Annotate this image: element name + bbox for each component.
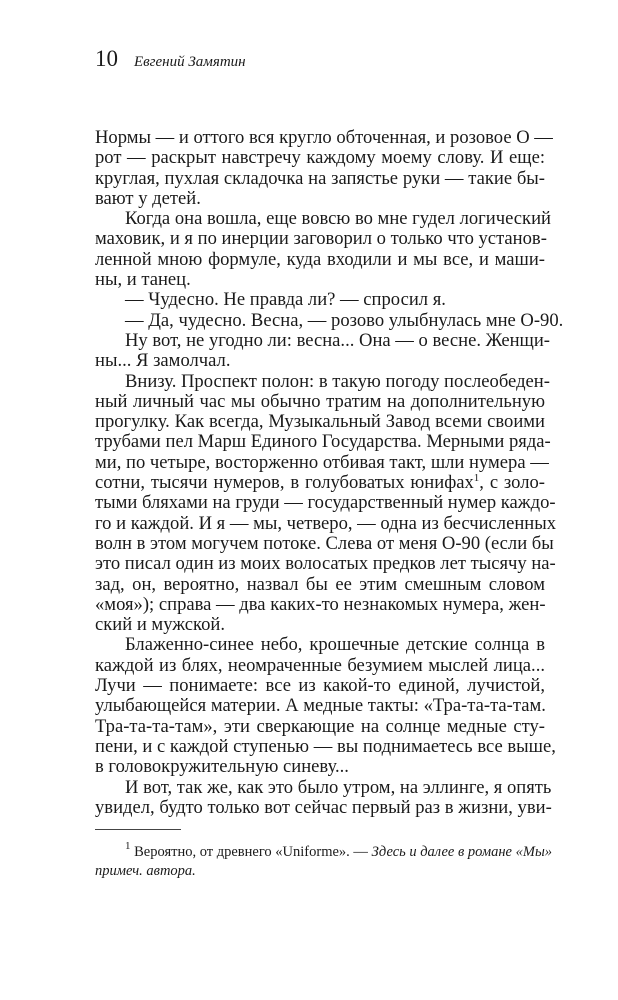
text-line: [95, 473, 545, 493]
text-line: [95, 351, 545, 371]
text-line: [95, 250, 545, 270]
page-number: 10: [95, 46, 118, 71]
line-text: это писал один из моих волосатых предков лет тысячу на-: [95, 553, 556, 575]
line-text: прогулку. Как всегда, Музыкальный Завод всеми своими: [95, 411, 545, 433]
footnote-italic: Здесь и далее в романе «Мы»: [371, 844, 553, 860]
line-text: маховик, и я по инерции заговорил о только что установ-: [95, 228, 547, 250]
line-text-after: , с золо-: [479, 472, 545, 494]
text-line: [95, 451, 549, 473]
text-line: [95, 189, 545, 209]
line-text: «моя»); справа — два каких-то незнакомых нумера, жен-: [95, 593, 546, 615]
text-line: [95, 229, 545, 249]
line-text: улыбающейся материи. А медные такты: «Тра-та-та-там.: [95, 695, 546, 717]
line-text: волн в этом могучем потоке. Слева от меня О-90 (если бы: [95, 532, 554, 554]
text-line: [95, 553, 556, 575]
line-text: Блаженно-синее небо, крошечные детские солнца в: [125, 634, 545, 656]
text-line: [95, 776, 552, 798]
footnote: [95, 840, 553, 881]
line-text: Внизу. Проспект полон: в такую погоду послеобеден-: [125, 370, 550, 392]
text-line: [95, 635, 545, 655]
line-text: увидел, будто только вот сейчас первый раз в жизни, уви-: [95, 796, 552, 818]
line-text: круглая, пухлая складочка на запястье руки — такие бы-: [95, 167, 545, 189]
line-text: тыми бляхами на груди — государственный нумер каждо-: [95, 492, 556, 514]
text-line: [95, 148, 545, 168]
line-text: Нормы — и оттого вся кругло обточенная, и розовое О —: [95, 127, 553, 148]
text-line: [95, 796, 552, 818]
line-text: ны, и танец.: [95, 269, 191, 291]
text-line: [95, 735, 556, 757]
text-line: [95, 575, 545, 595]
line-text: Лучи — понимаете: все из какой-то единой, лучистой,: [95, 675, 545, 697]
text-line: [95, 615, 545, 635]
text-line: [95, 208, 551, 230]
line-text: ны... Я замолчал.: [95, 350, 231, 372]
text-line: [95, 676, 545, 696]
text-line: [95, 169, 545, 189]
footnote-marker: 1: [125, 840, 131, 852]
line-text: ми, по четыре, восторженно отбивая такт, шли нумера —: [95, 451, 549, 473]
footnote-divider: [95, 829, 181, 830]
footnote-text: Вероятно, от древнего «Uniforme». —: [130, 844, 372, 860]
line-text: ский и мужской.: [95, 614, 226, 636]
footnote-reference: 1: [473, 472, 480, 485]
footnote-italic-line: примеч. автора.: [95, 863, 196, 879]
line-text: рот — раскрыт навстречу каждому моему слову. И еще:: [95, 147, 545, 169]
line-text: вают у детей.: [95, 187, 201, 209]
line-text: зад, он, вероятно, назвал бы ее этим смешным словом: [95, 573, 545, 595]
footnote-line: [95, 840, 553, 862]
text-line: [95, 127, 553, 148]
text-line: [95, 696, 545, 716]
text-line: [95, 757, 545, 777]
text-line: [95, 412, 545, 432]
line-text: сотни, тысячи нумеров, в голубоватых юнифах: [95, 472, 474, 494]
running-header: [95, 46, 246, 72]
text-line: [95, 290, 545, 310]
line-text: ленной мною формуле, куда входили и мы все, и маши-: [95, 248, 545, 270]
text-line: [95, 512, 557, 534]
text-line: [95, 309, 564, 331]
line-text: — Да, чудесно. Весна, — розово улыбнулась мне О-90.: [125, 309, 564, 331]
text-line: [95, 656, 545, 676]
text-line: [95, 270, 545, 290]
running-title: Евгений Замятин: [134, 54, 246, 70]
text-line: [95, 595, 545, 615]
line-text: трубами пел Марш Единого Государства. Мерными ряда-: [95, 431, 551, 453]
line-text: Когда она вошла, еще вовсю во мне гудел логический: [125, 208, 551, 230]
line-text: ный личный час мы обычно тратим на дополнительную: [95, 390, 545, 412]
line-text: — Чудесно. Не правда ли? — спросил я.: [125, 289, 446, 311]
line-text: И вот, так же, как это было утром, на эллинге, я опять: [125, 776, 552, 798]
text-line: [95, 431, 551, 453]
text-line: [95, 717, 545, 737]
text-line: [95, 492, 556, 514]
body-text: [95, 127, 564, 818]
line-text: в головокружительную синеву...: [95, 756, 349, 778]
line-text: пени, и с каждой ступенью — вы поднимаетесь все выше,: [95, 735, 556, 757]
line-text: Ну вот, не угодно ли: весна... Она — о весне. Женщи-: [125, 329, 550, 351]
text-line: [95, 532, 554, 554]
line-text: Тра-та-та-там», эти сверкающие на солнце медные сту-: [95, 715, 545, 737]
line-text: го и каждой. И я — мы, четверо, — одна из бесчисленных: [95, 512, 557, 534]
text-line: [95, 392, 545, 412]
text-line: [95, 370, 550, 392]
text-line: [95, 329, 550, 351]
line-text: каждой из блях, неомраченные безумием мыслей лица...: [95, 654, 545, 676]
